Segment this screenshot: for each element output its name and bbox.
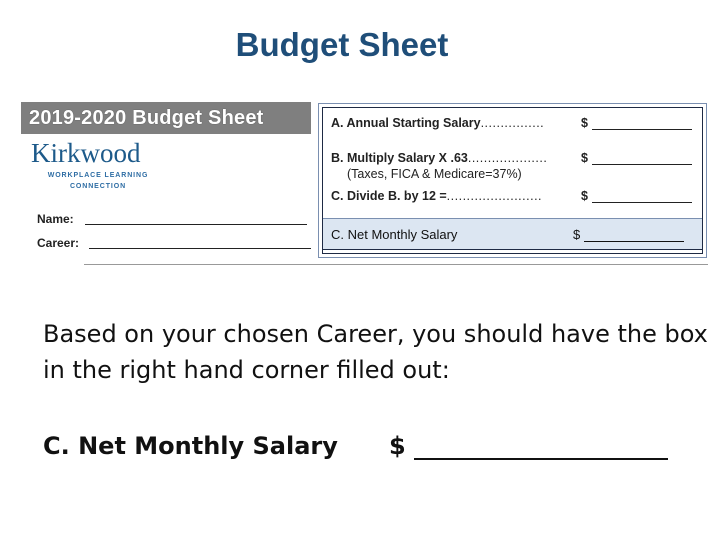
worksheet-banner: 2019-2020 Budget Sheet [21,102,311,134]
amount-blank-line [414,436,668,460]
line-c-amount[interactable] [581,189,692,203]
name-field[interactable] [37,212,74,226]
line-c-label: C. Divide B. by 12 = [331,189,447,203]
net-monthly-salary-callout-amount[interactable] [389,432,668,460]
net-monthly-salary-callout-label: C. Net Monthly Salary [43,432,338,460]
line-b-note: (Taxes, FICA & Medicare=37%) [347,167,522,181]
currency-symbol: $ [581,116,588,130]
slide-title: Budget Sheet [235,26,449,63]
currency-symbol: $ [573,227,581,242]
net-monthly-salary-row [323,218,702,250]
amount-blank-line [592,129,692,130]
name-label: Name: [37,212,74,226]
net-monthly-salary-amount[interactable] [573,227,684,242]
net-monthly-salary-label: C. Net Monthly Salary [331,227,458,242]
name-blank-line [85,224,307,225]
line-a-dots: ................ [480,116,545,130]
line-b-amount[interactable] [581,151,692,165]
career-field[interactable] [37,236,79,250]
amount-blank-line [592,164,692,165]
budget-line-c [331,189,588,203]
logo-subtitle-line2: CONNECTION [69,183,127,190]
logo-subtitle [33,170,163,192]
line-a-label: A. Annual Starting Salary [331,116,481,130]
amount-blank-line [592,202,692,203]
kirkwood-logo: Kirkwood [31,138,141,168]
currency-symbol: $ [581,189,588,203]
career-label: Career: [37,236,80,250]
logo-subtitle-line1: WORKPLACE LEARNING [47,172,149,179]
line-b-label: B. Multiply Salary X .63 [331,151,468,165]
amount-blank-line [584,241,684,242]
currency-symbol: $ [389,432,406,460]
instruction-text: Based on your chosen Career, you should have the box in the right hand corner filled out: [43,320,708,384]
line-b-dots: .................... [467,151,548,165]
line-c-dots: ........................ [446,189,543,203]
divider-line [84,264,708,265]
budget-box [318,103,707,258]
budget-line-a [331,116,588,130]
currency-symbol: $ [581,151,588,165]
line-a-amount[interactable] [581,116,692,130]
worksheet-header-card [17,98,315,258]
career-blank-line [89,248,311,249]
budget-line-b [331,151,588,165]
